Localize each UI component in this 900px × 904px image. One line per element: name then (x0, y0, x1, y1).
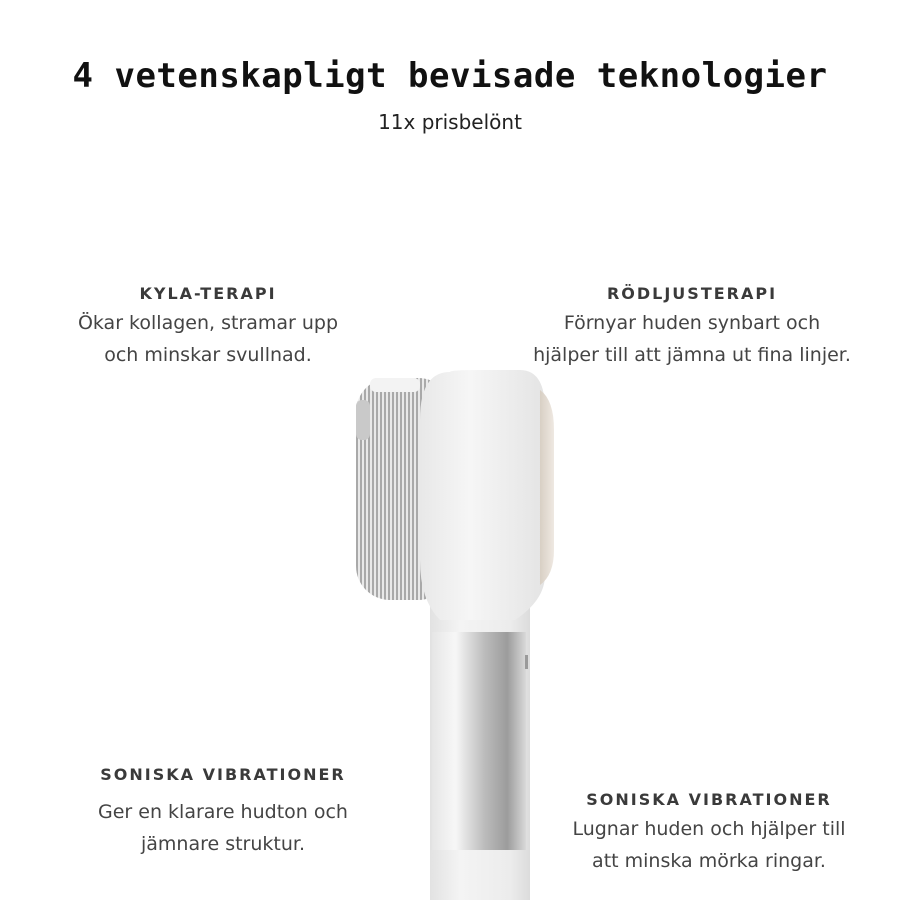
feature-title: RÖDLJUSTERAPI (606, 284, 778, 303)
feature-cold-therapy (48, 283, 368, 371)
feature-description-line: Ger en klarare hudton och (98, 801, 348, 823)
feature-title: SONISKA VIBRATIONER (586, 790, 832, 809)
feature-title: SONISKA VIBRATIONER (100, 765, 346, 784)
feature-description-line: och minskar svullnad. (104, 344, 312, 366)
feature-description-line: Ökar kollagen, stramar upp (77, 312, 339, 334)
feature-title: KYLA-TERAPI (139, 284, 277, 303)
feature-sonic-vibrations-clarity (58, 764, 388, 860)
feature-description-line: att minska mörka ringar. (592, 850, 826, 872)
page-title: 4 vetenskapligt bevisade teknologier (72, 56, 828, 96)
feature-red-light-therapy (502, 283, 882, 371)
feature-description-line: jämnare struktur. (140, 833, 306, 855)
feature-description-line: Lugnar huden och hjälper till (572, 818, 846, 840)
feature-sonic-vibrations-soothe (538, 789, 880, 877)
feature-description-line: hjälper till att jämna ut fina linjer. (533, 344, 851, 366)
page-subtitle: 11x prisbelönt (378, 110, 522, 134)
feature-description-line: Förnyar huden synbart och (563, 312, 821, 334)
device-image (340, 360, 570, 900)
